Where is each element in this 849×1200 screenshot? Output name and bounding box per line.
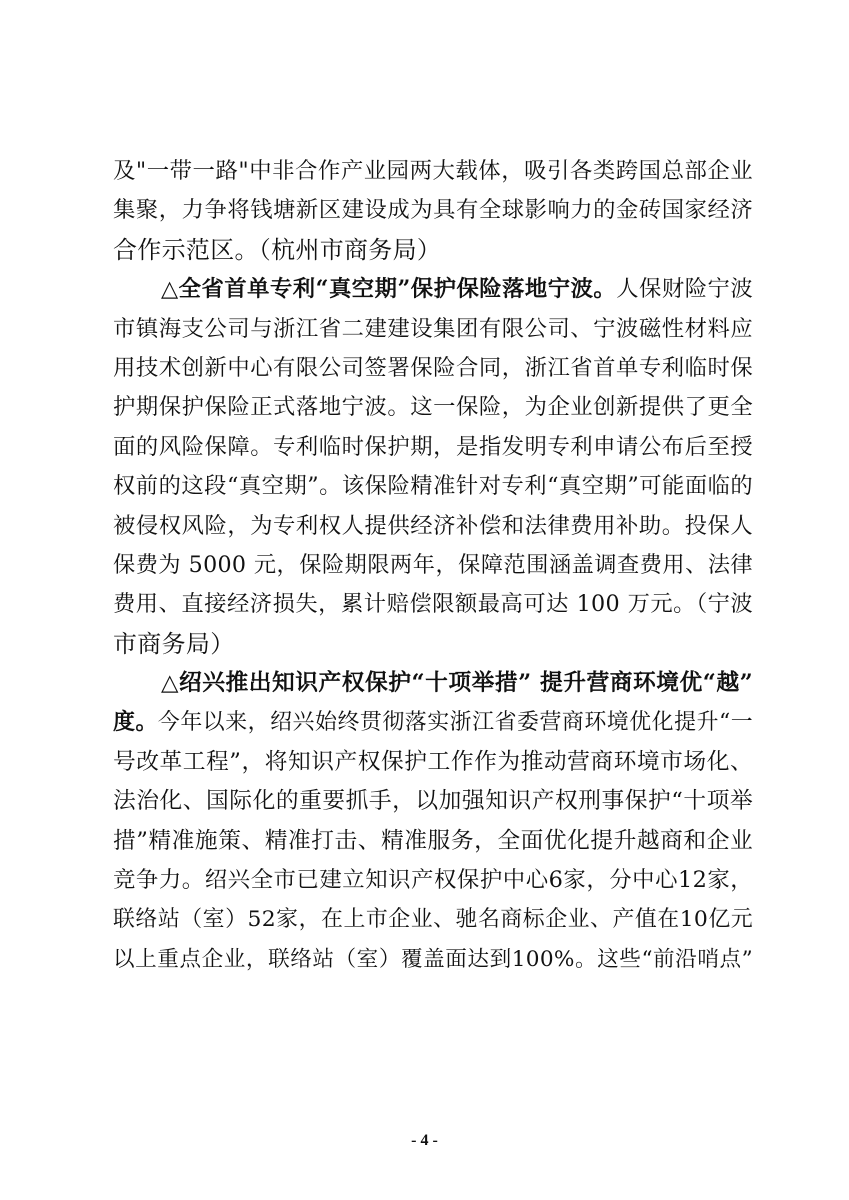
text-line — [113, 743, 753, 782]
line-text: 用技术创新中心有限公司签署保险合同，浙江省首单专利临时保 — [113, 354, 753, 381]
line-text: 护期保护保险正式落地宁波。这一保险，为企业创新提供了更全 — [113, 394, 753, 421]
section-heading-line — [113, 270, 753, 309]
line-text: 人保财险宁波 — [616, 276, 753, 303]
line-text: 市镇海支公司与浙江省二建建设集团有限公司、宁波磁性材料应 — [113, 315, 753, 342]
text-line — [113, 585, 753, 624]
text-line — [113, 507, 753, 546]
text-line — [113, 191, 753, 230]
line-text: 竞争力。绍兴全市已建立知识产权保护中心6家，分中心12家， — [113, 867, 753, 894]
line-text: 法治化、国际化的重要抓手，以加强知识产权刑事保护“十项举 — [113, 788, 753, 815]
text-line — [113, 467, 753, 506]
line-text: 合作示范区。（杭州市商务局） — [113, 235, 442, 264]
line-text: 面的风险保障。专利临时保护期，是指发明专利申请公布后至授 — [113, 433, 753, 460]
text-line — [113, 152, 753, 191]
text-line — [113, 822, 753, 861]
line-text: 市商务局） — [113, 629, 235, 658]
text-line — [113, 625, 753, 664]
line-text: 保费为 5000 元，保险期限两年，保障范围涵盖调查费用、法律 — [113, 551, 753, 578]
line-text: 集聚，力争将钱塘新区建设成为具有全球影响力的金砖国家经济 — [113, 197, 753, 224]
line-text: 号改革工程”，将知识产权保护工作作为推动营商环境市场化、 — [113, 748, 753, 775]
text-line — [113, 782, 753, 821]
line-text: 费用、直接经济损失，累计赔偿限额最高可达 100 万元。（宁波 — [113, 591, 753, 618]
page-number: - 4 - — [411, 1132, 438, 1149]
section-heading: 度。 — [113, 709, 158, 736]
section-heading: △绍兴推出知识产权保护“十项举措” 提升营商环境优“越” — [161, 670, 753, 697]
text-line — [113, 310, 753, 349]
text-line — [113, 231, 753, 270]
line-text: 被侵权风险，为专利权人提供经济补偿和法律费用补助。投保人 — [113, 512, 753, 539]
text-line — [113, 900, 753, 939]
text-line — [113, 861, 753, 900]
text-line — [113, 428, 753, 467]
text-line — [113, 388, 753, 427]
section-heading-line — [113, 664, 753, 703]
text-line — [113, 546, 753, 585]
line-text: 联络站（室）52家，在上市企业、驰名商标企业、产值在10亿元 — [113, 907, 753, 933]
line-text: 措”精准施策、精准打击、精准服务，全面优化提升越商和企业 — [113, 827, 753, 854]
line-text: 及"一带一路"中非合作产业园两大载体，吸引各类跨国总部企业 — [113, 158, 753, 184]
line-text: 今年以来，绍兴始终贯彻落实浙江省委营商环境优化提升“一 — [157, 710, 753, 736]
section-heading: △全省首单专利“真空期”保护保险落地宁波。 — [161, 276, 617, 303]
line-text: 权前的这段“真空期”。该保险精准针对专利“真空期”可能面临的 — [113, 473, 753, 500]
line-text: 以上重点企业，联络站（室）覆盖面达到100%。这些“前沿哨点” — [113, 946, 753, 972]
text-line — [113, 940, 753, 979]
text-line — [113, 349, 753, 388]
text-line — [113, 703, 753, 742]
body-text — [113, 152, 753, 979]
